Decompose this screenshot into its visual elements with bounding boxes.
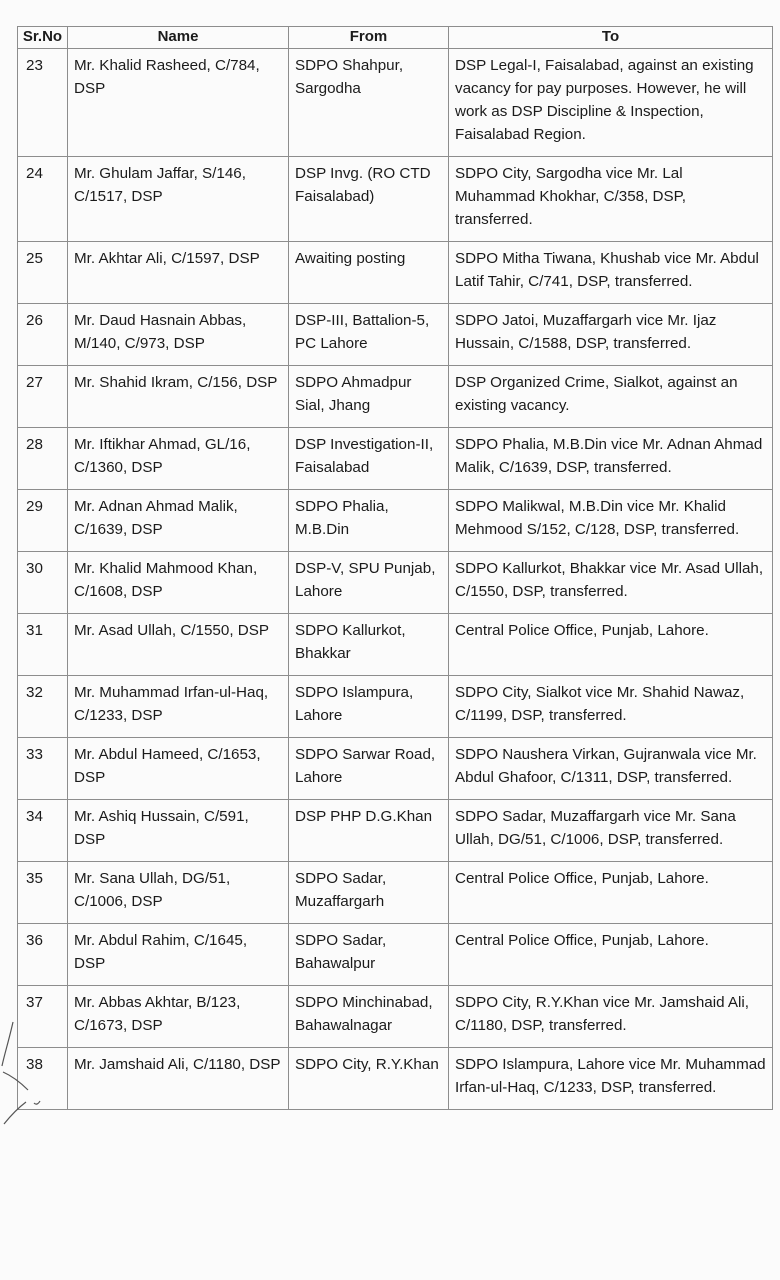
cell-name: Mr. Akhtar Ali, C/1597, DSP (68, 242, 289, 304)
cell-to: SDPO City, Sargodha vice Mr. Lal Muhammad Khokhar, C/358, DSP, transferred. (449, 157, 773, 242)
cell-from: SDPO Phalia, M.B.Din (289, 490, 449, 552)
cell-from: SDPO Minchinabad, Bahawalnagar (289, 986, 449, 1048)
cell-from: SDPO City, R.Y.Khan (289, 1048, 449, 1110)
cell-to: SDPO Sadar, Muzaffargarh vice Mr. Sana Ullah, DG/51, C/1006, DSP, transferred. (449, 800, 773, 862)
cell-from: SDPO Ahmadpur Sial, Jhang (289, 366, 449, 428)
cell-to: SDPO Mitha Tiwana, Khushab vice Mr. Abdul Latif Tahir, C/741, DSP, transferred. (449, 242, 773, 304)
table-row (18, 157, 773, 242)
cell-name: Mr. Abdul Hameed, C/1653, DSP (68, 738, 289, 800)
cell-from: SDPO Kallurkot, Bhakkar (289, 614, 449, 676)
table-row (18, 738, 773, 800)
cell-from: SDPO Sarwar Road, Lahore (289, 738, 449, 800)
table-row (18, 304, 773, 366)
cell-name: Mr. Abdul Rahim, C/1645, DSP (68, 924, 289, 986)
cell-name: Mr. Asad Ullah, C/1550, DSP (68, 614, 289, 676)
cell-from: DSP PHP D.G.Khan (289, 800, 449, 862)
cell-sr: 30 (18, 552, 68, 614)
table-row (18, 614, 773, 676)
cell-sr: 36 (18, 924, 68, 986)
cell-from: DSP Investigation-II, Faisalabad (289, 428, 449, 490)
cell-name: Mr. Iftikhar Ahmad, GL/16, C/1360, DSP (68, 428, 289, 490)
table-row (18, 676, 773, 738)
cell-name: Mr. Khalid Rasheed, C/784, DSP (68, 49, 289, 157)
cell-name: Mr. Ashiq Hussain, C/591, DSP (68, 800, 289, 862)
cell-name: Mr. Ghulam Jaffar, S/146, C/1517, DSP (68, 157, 289, 242)
cell-from: SDPO Shahpur, Sargodha (289, 49, 449, 157)
table-row (18, 924, 773, 986)
cell-from: SDPO Sadar, Muzaffargarh (289, 862, 449, 924)
cell-to: SDPO City, Sialkot vice Mr. Shahid Nawaz, C/1199, DSP, transferred. (449, 676, 773, 738)
cell-to: Central Police Office, Punjab, Lahore. (449, 614, 773, 676)
cell-sr: 25 (18, 242, 68, 304)
cell-to: SDPO Kallurkot, Bhakkar vice Mr. Asad Ullah, C/1550, DSP, transferred. (449, 552, 773, 614)
header-to: To (449, 27, 773, 49)
cell-sr: 27 (18, 366, 68, 428)
cell-sr: 38 (18, 1048, 68, 1110)
cell-from: Awaiting posting (289, 242, 449, 304)
cell-to: SDPO Jatoi, Muzaffargarh vice Mr. Ijaz Hussain, C/1588, DSP, transferred. (449, 304, 773, 366)
cell-to: SDPO City, R.Y.Khan vice Mr. Jamshaid Ali, C/1180, DSP, transferred. (449, 986, 773, 1048)
cell-to: DSP Legal-I, Faisalabad, against an existing vacancy for pay purposes. However, he will work as DSP Discipline & Inspection, Faisalabad Region. (449, 49, 773, 157)
cell-name: Mr. Adnan Ahmad Malik, C/1639, DSP (68, 490, 289, 552)
header-name: Name (68, 27, 289, 49)
cell-from: DSP Invg. (RO CTD Faisalabad) (289, 157, 449, 242)
cell-to: SDPO Naushera Virkan, Gujranwala vice Mr. Abdul Ghafoor, C/1311, DSP, transferred. (449, 738, 773, 800)
cell-sr: 24 (18, 157, 68, 242)
table-body (18, 49, 773, 1110)
cell-sr: 26 (18, 304, 68, 366)
table-row (18, 428, 773, 490)
cell-to: Central Police Office, Punjab, Lahore. (449, 924, 773, 986)
cell-name: Mr. Sana Ullah, DG/51, C/1006, DSP (68, 862, 289, 924)
cell-name: Mr. Muhammad Irfan-ul-Haq, C/1233, DSP (68, 676, 289, 738)
table-row (18, 800, 773, 862)
cell-sr: 37 (18, 986, 68, 1048)
table-row (18, 552, 773, 614)
cell-to: Central Police Office, Punjab, Lahore. (449, 862, 773, 924)
table-row (18, 862, 773, 924)
cell-name: Mr. Shahid Ikram, C/156, DSP (68, 366, 289, 428)
cell-sr: 23 (18, 49, 68, 157)
table-row (18, 366, 773, 428)
cell-sr: 29 (18, 490, 68, 552)
cell-name: Mr. Jamshaid Ali, C/1180, DSP (68, 1048, 289, 1110)
cell-from: SDPO Islampura, Lahore (289, 676, 449, 738)
table-header (18, 27, 773, 49)
table-row (18, 1048, 773, 1110)
header-sr-no: Sr.No (18, 27, 68, 49)
table-row (18, 242, 773, 304)
cell-to: DSP Organized Crime, Sialkot, against an existing vacancy. (449, 366, 773, 428)
cell-sr: 31 (18, 614, 68, 676)
cell-from: DSP-III, Battalion-5, PC Lahore (289, 304, 449, 366)
table-row (18, 49, 773, 157)
cell-from: DSP-V, SPU Punjab, Lahore (289, 552, 449, 614)
table-row (18, 490, 773, 552)
cell-sr: 32 (18, 676, 68, 738)
table-row (18, 986, 773, 1048)
cell-sr: 34 (18, 800, 68, 862)
cell-name: Mr. Abbas Akhtar, B/123, C/1673, DSP (68, 986, 289, 1048)
cell-to: SDPO Islampura, Lahore vice Mr. Muhammad Irfan-ul-Haq, C/1233, DSP, transferred. (449, 1048, 773, 1110)
cell-to: SDPO Malikwal, M.B.Din vice Mr. Khalid Mehmood S/152, C/128, DSP, transferred. (449, 490, 773, 552)
cell-sr: 33 (18, 738, 68, 800)
header-from: From (289, 27, 449, 49)
cell-from: SDPO Sadar, Bahawalpur (289, 924, 449, 986)
cell-sr: 35 (18, 862, 68, 924)
cell-name: Mr. Khalid Mahmood Khan, C/1608, DSP (68, 552, 289, 614)
cell-to: SDPO Phalia, M.B.Din vice Mr. Adnan Ahmad Malik, C/1639, DSP, transferred. (449, 428, 773, 490)
header-row (18, 27, 773, 49)
cell-sr: 28 (18, 428, 68, 490)
cell-name: Mr. Daud Hasnain Abbas, M/140, C/973, DSP (68, 304, 289, 366)
transfer-table (17, 26, 773, 1110)
